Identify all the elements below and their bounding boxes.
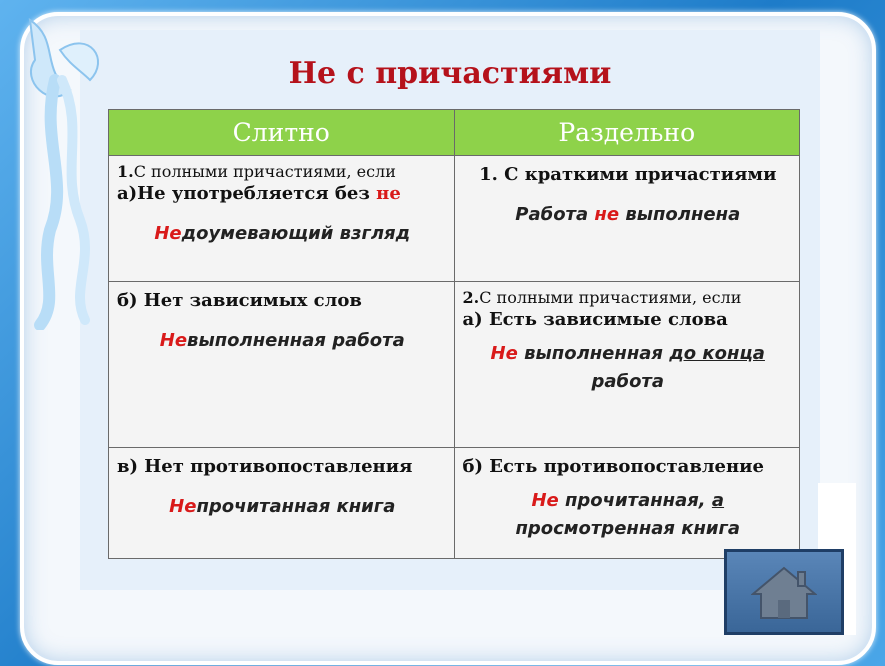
condition-text: в) Нет противопоставления <box>117 456 413 477</box>
table-cell <box>109 282 455 448</box>
condition-text: 1. С краткими причастиями <box>479 164 777 185</box>
table-cell <box>454 282 800 448</box>
condition-text: б) Есть противопоставление <box>462 456 764 477</box>
example-text: Недоумевающий взгляд <box>154 223 411 244</box>
table-header-row <box>109 110 800 156</box>
table-row <box>109 448 800 559</box>
column-header-separate: Раздельно <box>454 110 800 156</box>
home-icon <box>751 564 817 620</box>
table-cell <box>454 156 800 282</box>
table-row <box>109 156 800 282</box>
condition-text: б) Нет зависимых слов <box>117 290 362 311</box>
condition-text: а) Есть зависимые слова <box>462 309 728 330</box>
table-cell <box>454 448 800 559</box>
home-button[interactable] <box>724 549 844 635</box>
example-text: Работа не выполнена <box>515 204 741 225</box>
table-row <box>109 282 800 448</box>
example-text: Невыполненная работа <box>159 330 405 351</box>
example-text: Непрочитанная книга <box>169 496 396 517</box>
condition-text: а)Не употребляется без не <box>117 183 401 204</box>
column-header-together: Слитно <box>109 110 455 156</box>
condition-text: 1.С полными причастиями, если <box>117 162 396 181</box>
table-cell <box>109 156 455 282</box>
rules-table <box>108 109 800 559</box>
example-text: Не прочитанная, а просмотренная книга <box>515 490 741 539</box>
example-text: Не выполненная до конца работа <box>490 343 765 392</box>
page-title: Не с причастиями <box>288 56 612 91</box>
condition-text: 2.С полными причастиями, если <box>462 288 742 307</box>
table-cell <box>109 448 455 559</box>
